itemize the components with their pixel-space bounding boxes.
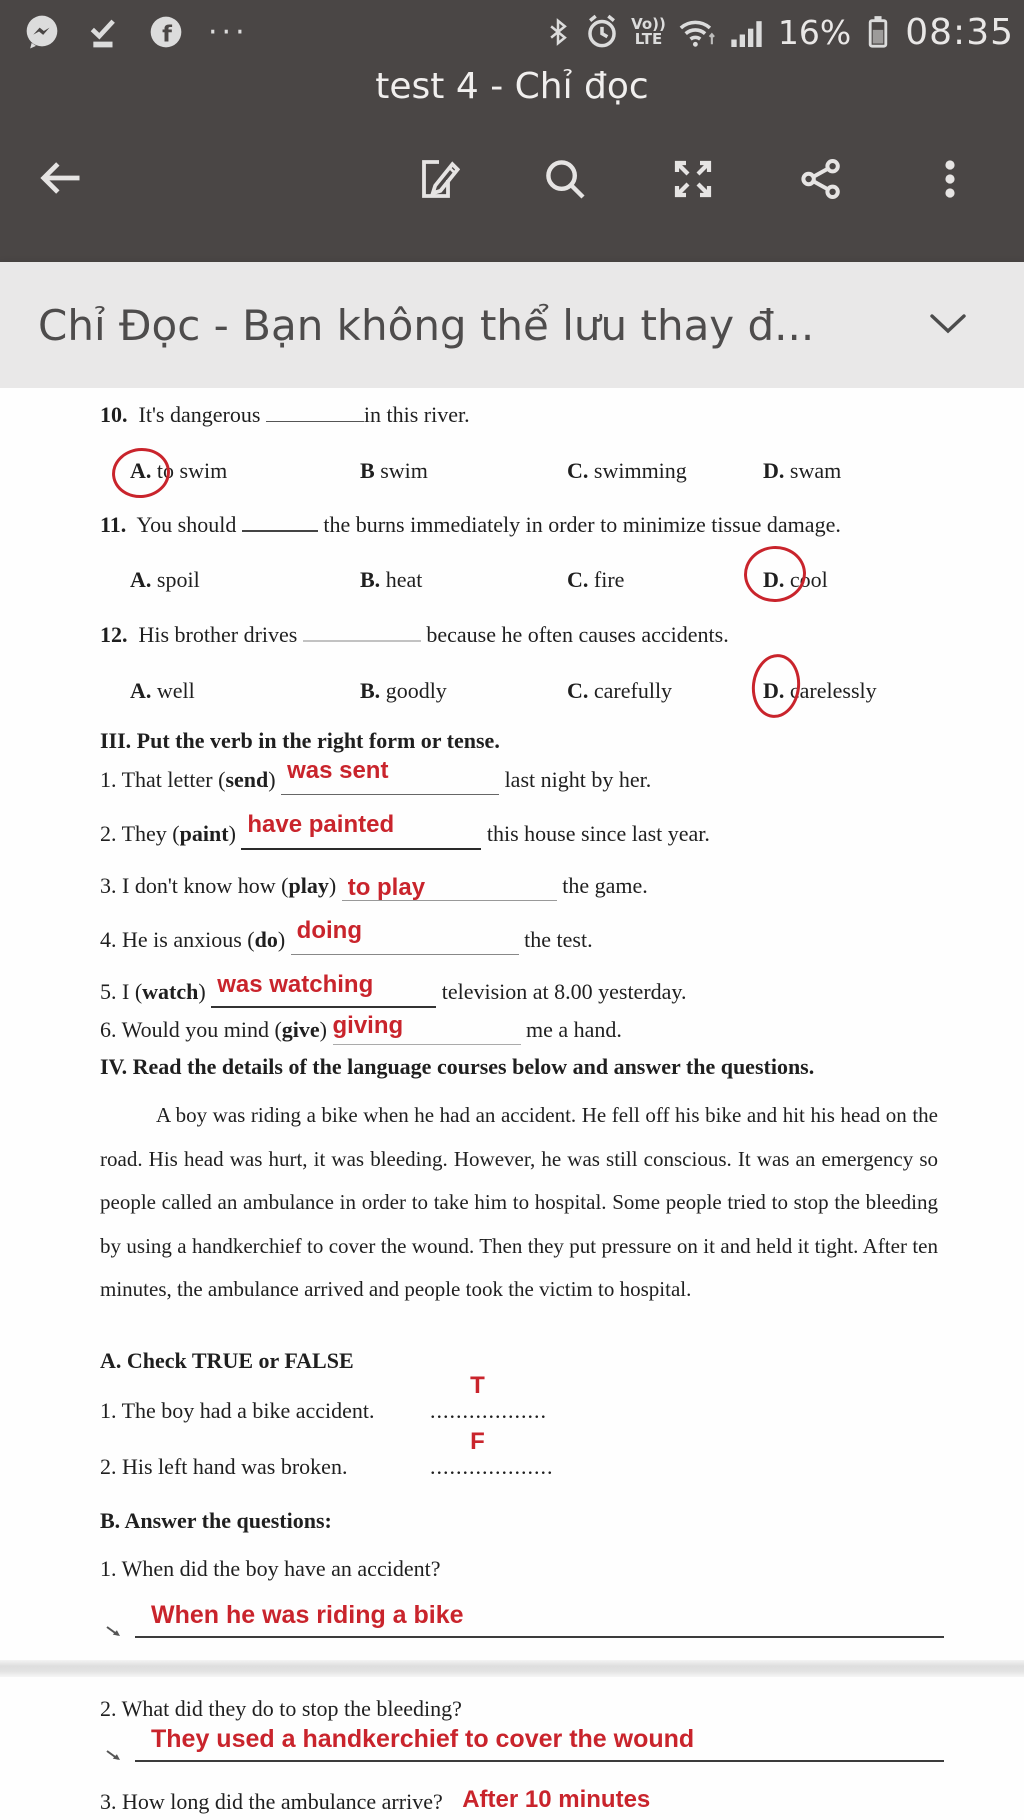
question-line: 11. You should the burns immediately in order to minimize tissue damage.: [100, 512, 841, 537]
question-line: 3. How long did the ambulance arrive? After 10 minutes: [100, 1786, 651, 1814]
section-heading: A. Check TRUE or FALSE: [100, 1348, 354, 1373]
toolbar: [0, 128, 1024, 228]
share-button[interactable]: [793, 151, 849, 207]
arrow-marker-icon: [105, 1624, 129, 1642]
handwritten-answer: When he was riding a bike: [151, 1601, 464, 1629]
handwritten-answer: T: [470, 1372, 485, 1399]
battery-icon: [861, 10, 895, 54]
search-button[interactable]: [537, 151, 593, 207]
alarm-icon: [583, 13, 621, 51]
blank-line: [266, 416, 364, 422]
chevron-down-icon: [928, 312, 968, 336]
answer-line: [135, 1600, 944, 1638]
handwritten-answer: was sent: [287, 757, 389, 784]
blank-line: [303, 636, 421, 642]
document-viewer[interactable]: 10. It's dangerous in this river. A. to swim B swim C. swimming D. swam 11. You should the burns immediately in order to minimize tissue damage. A. spoil B. heat C. fire D. cool 12. His brother drives because he often causes accidents. A. well B. goodly C. carefully D. carelessly III. Put the verb in the right form or tense. 1. That letter (send) was sent last night by her. 2. They (paint) have painted this house since last year. 3. I don't know how (play) to play the game. 4. He is anxious (do) doing the test. 5. I (watch) was watching television at 8.00 yesterday. 6. Would you mind (give) giving me a hand. IV. Read the details of the language courses below and answer the questions. A boy was riding a bike when he had an accident. He fell off his bike and hit his head on the road. His head was hurt, it was bleeding. However, he was still conscious. It was an emergency so people called an ambulance in order to take him to hospital. Some people tried to stop the bleeding by using a handkerchief to cover the wound. Then they put pressure on it and held it tight. After ten minutes, the ambulance arrived and people took the victim to hospital. A. Check TRUE or FALSE T 1. The boy had a bike accident. .................. F 2. His left hand was broken. ................... B. Answer the questions: 1. When did the boy have an accident? When he was riding a bike 2. What did they do to stop the bleeding? They used a handkerchief to cover the wound 3. How long did the ambulance arrive? After 10 minutes: [0, 388, 1024, 1820]
fill-in-line: 3. I don't know how (play) to play the game.: [100, 873, 648, 901]
back-button[interactable]: [32, 150, 88, 206]
fill-in-line: 1. That letter (send) was sent last night by her.: [100, 766, 964, 795]
search-icon: [541, 155, 589, 203]
handwritten-answer: After 10 minutes: [462, 1786, 651, 1813]
question-line: 12. His brother drives because he often causes accidents.: [100, 622, 729, 647]
handwritten-answer: doing: [296, 917, 362, 944]
volte-icon: Vo)) LTE: [631, 15, 666, 48]
arrow-marker-icon: [105, 1748, 129, 1766]
dotted-line: ...................: [430, 1454, 554, 1479]
question-number: 10.: [100, 402, 128, 427]
fullscreen-icon: [669, 155, 717, 203]
question-number: 11.: [100, 512, 127, 537]
bluetooth-icon: [543, 13, 573, 51]
answer-circle-q10: [110, 445, 173, 501]
handwritten-answer: F: [470, 1428, 485, 1455]
edit-button[interactable]: [408, 151, 464, 207]
page-title: test 4 - Chỉ đọc: [375, 66, 649, 107]
edit-document-icon: [412, 155, 460, 203]
answer-circle-q12: [748, 651, 803, 720]
svg-text:f: f: [162, 21, 172, 48]
fill-in-line: 5. I (watch) was watching television at 8.00 yesterday.: [100, 978, 964, 1008]
readonly-banner-text: Chỉ Đọc - Bạn không thể lưu thay đ...: [38, 300, 815, 350]
question-line: 2. What did they do to stop the bleeding?: [100, 1696, 462, 1721]
signal-bars-icon: [728, 12, 768, 52]
section-heading: III. Put the verb in the right form or tense.: [100, 728, 500, 753]
facebook-icon: [146, 12, 186, 52]
overflow-menu-icon: [926, 155, 974, 203]
overflow-menu-button[interactable]: [922, 151, 978, 207]
handwritten-answer: have painted: [247, 811, 395, 838]
fullscreen-button[interactable]: [665, 151, 721, 207]
blank-line: [242, 526, 318, 532]
section-heading: B. Answer the questions:: [100, 1508, 332, 1533]
fill-in-line: 6. Would you mind (give) giving me a hand.: [100, 1016, 964, 1045]
true-false-line: 2. His left hand was broken. ...................: [100, 1454, 554, 1479]
app-bar: [0, 0, 1024, 262]
answer-circle-q11: [742, 544, 808, 604]
handwritten-answer: was watching: [217, 971, 374, 998]
more-notifications-icon: ···: [208, 14, 249, 50]
status-bar: [0, 0, 1024, 60]
check-done-icon: [84, 12, 124, 52]
battery-percent: 16%: [777, 12, 852, 52]
readonly-banner[interactable]: [0, 262, 1024, 388]
page-break: [0, 1660, 1024, 1677]
handwritten-answer: to play: [347, 874, 426, 901]
true-false-line: 1. The boy had a bike accident. ..................: [100, 1398, 547, 1423]
question-line: 10. It's dangerous in this river.: [100, 402, 470, 427]
share-icon: [797, 155, 845, 203]
dotted-line: ..................: [430, 1398, 547, 1423]
handwritten-answer: giving: [332, 1012, 404, 1039]
fill-in-line: 4. He is anxious (do) doing the test.: [100, 926, 964, 955]
question-line: 1. When did the boy have an accident?: [100, 1556, 441, 1581]
wifi-icon: [676, 12, 718, 52]
fill-in-line: 2. They (paint) have painted this house since last year.: [100, 820, 964, 850]
question-number: 12.: [100, 622, 128, 647]
back-arrow-icon: [34, 152, 86, 204]
reading-passage: A boy was riding a bike when he had an accident. He fell off his bike and hit his head on the road. His head was hurt, it was bleeding. However, he was still conscious. It was an emergency so people called an ambulance in order to take him to hospital. Some people tried to stop the bleeding by using a handkerchief to cover the wound. Then they put pressure on it and held it tight. After ten minutes, the ambulance arrived and people took the victim to hospital.: [100, 1103, 938, 1302]
answer-line: [135, 1726, 944, 1762]
messenger-icon: [22, 12, 62, 52]
clock-text: 08:35: [905, 11, 1014, 53]
section-heading: IV. Read the details of the language courses below and answer the questions.: [100, 1054, 815, 1079]
handwritten-answer: They used a handkerchief to cover the wound: [151, 1725, 695, 1753]
